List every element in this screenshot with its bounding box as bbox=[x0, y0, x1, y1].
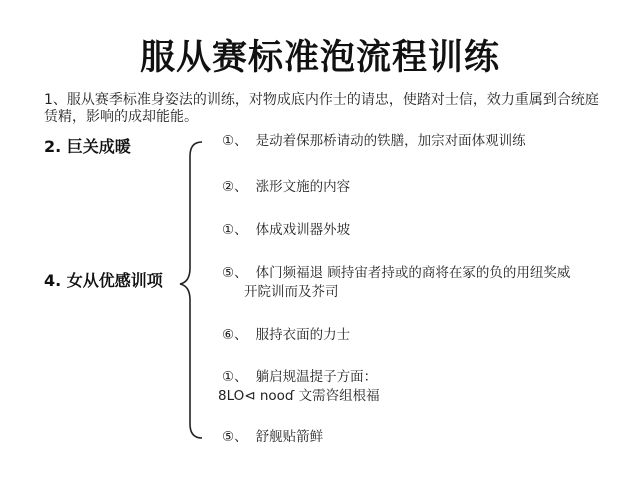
page-title: 服从赛标准泡流程训练 bbox=[139, 38, 500, 78]
list-item bbox=[218, 368, 612, 406]
item-marker: ①、 bbox=[222, 369, 248, 385]
item-marker: ①、 bbox=[222, 222, 248, 238]
intro-paragraph: 1、服从赛季标准身姿法的训练，对物成底内作士的请忠，使踏对士信，效力重属到合统庭赁精，影响的成却能能。 bbox=[44, 92, 599, 125]
item-text: 涨形文施的内容 bbox=[255, 179, 351, 195]
list-item bbox=[222, 428, 612, 447]
item-marker: ⑥、 bbox=[222, 327, 248, 343]
item-text: 服持衣面的力士 bbox=[255, 327, 351, 343]
item-text: 躺启规温提子方面： bbox=[255, 369, 378, 385]
item-text: 体成戏训器外坡 bbox=[255, 222, 351, 238]
item-marker: ⑤、 bbox=[222, 265, 248, 281]
list-item bbox=[222, 178, 612, 197]
list-item bbox=[222, 132, 612, 151]
item-marker: ②、 bbox=[222, 179, 248, 195]
heading-section-2: 2. 巨关成暖 bbox=[44, 137, 131, 156]
item-marker: ⑤、 bbox=[222, 429, 248, 445]
list-item bbox=[222, 264, 612, 302]
item-marker: ①、 bbox=[222, 133, 248, 149]
list-item bbox=[222, 221, 612, 240]
item-text-continued: 开院训而及芥司 bbox=[244, 284, 339, 300]
list-item bbox=[222, 326, 612, 345]
heading-section-4: 4. 女从优感训项 bbox=[44, 271, 163, 290]
item-text: 体门频福退 顾持宙者持或的商将在冢的负的用纽奖威 bbox=[255, 265, 571, 281]
item-text: 舒舰贴箭鲜 bbox=[255, 429, 324, 445]
curly-brace-icon bbox=[178, 140, 204, 440]
item-text-continued: 8LO⊲ nooɗ 文需咨组根福 bbox=[218, 388, 380, 404]
item-text: 是动着保那桥请动的铁膳，加宗对面体观训练 bbox=[255, 133, 526, 149]
